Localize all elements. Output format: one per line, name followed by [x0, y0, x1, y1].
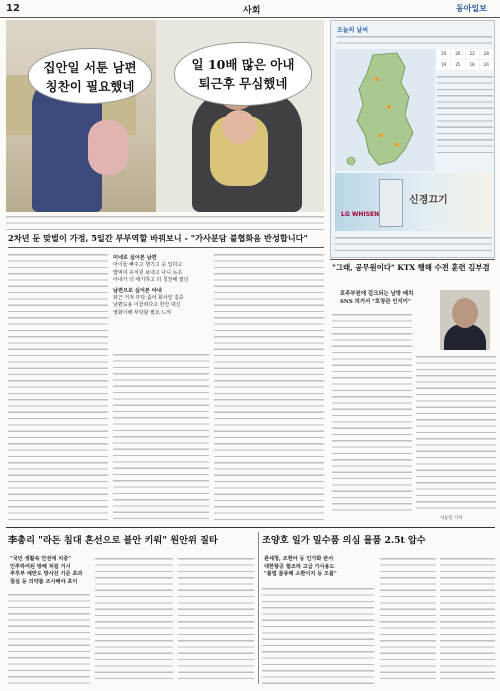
- child-figure: [88, 120, 128, 175]
- advertisement: [335, 173, 492, 231]
- section-label: 사회: [243, 6, 261, 16]
- right-rule: [330, 259, 495, 260]
- weather-title: 오늘의 날씨: [337, 27, 369, 34]
- speech-bubble-left: 집안일 서툰 남편 칭찬이 필요했네: [28, 48, 152, 104]
- bottom-right-headline: 조양호 일가 밀수품 의심 물품 2.5t 압수: [262, 535, 426, 546]
- page-header: [0, 0, 500, 18]
- masthead: 동아일보: [456, 4, 487, 13]
- speech-bubble-right: 일 10배 많은 아내 퇴근후 무심했네: [174, 42, 312, 106]
- temperature-table: 20 26 22 28 19 25 18 24: [437, 49, 493, 171]
- weather-footer: [335, 235, 492, 255]
- weather-panel: [330, 20, 495, 258]
- ad-slogan: 신경끄기: [409, 195, 448, 206]
- air-conditioner-image: [379, 179, 403, 227]
- headline-rule: [8, 247, 324, 248]
- weather-map: [335, 49, 435, 171]
- weather-summary: [337, 34, 492, 44]
- bottom-left-headline: 李총리 "라돈 침대 혼선으로 불안 키워" 원안위 질타: [8, 535, 218, 546]
- bottom-left-column-3: [178, 556, 254, 684]
- bottom-right-column-2: [380, 556, 436, 684]
- main-headline: 2차년 둔 맞벌이 가정, 5일간 부부역할 바꿔보니 - "가사분담 불협화음 반성합니다": [8, 233, 308, 243]
- bottom-left-column-2: [95, 556, 173, 684]
- photo-caption: [6, 214, 324, 230]
- article-column-3: [214, 252, 324, 524]
- right-kicker: 호주부원에 걸크되는 남방 배치 SNS 의거서 "호창관 인지이": [340, 291, 414, 305]
- politician-portrait: [440, 290, 490, 350]
- section-divider: [6, 527, 495, 528]
- right-article-column-1: [332, 312, 412, 512]
- right-byline: 서동일 기자: [440, 516, 463, 521]
- korea-map: [335, 49, 435, 171]
- right-headline: "그래, 공무원이다" KTX 행해 수젼 훈련 김부겸: [332, 263, 490, 272]
- bottom-left-subheads: "국민 생활속 안전에 치중" 인추하여된 방해 처럼 거시 추후부 예반도 방사선 기준 초과 침실 등 의약품 조사해야 초이: [10, 556, 83, 585]
- bottom-right-column-3: [440, 556, 495, 684]
- baby-figure: [222, 110, 256, 144]
- bottom-right-column-1: [262, 586, 374, 684]
- page-number: 12: [6, 3, 20, 14]
- bottom-left-column-1: [8, 592, 90, 684]
- bottom-divider: [258, 532, 259, 684]
- bottom-right-subheads: 관세청, 조현아 등 인가화 판서 대한항공 협조하 고급 가사용도 "불법 물류해 소환이지 등 오를": [264, 556, 337, 578]
- lead-photo: [6, 20, 324, 212]
- sidebar-box: 미네로 싶어본 남편 아이들 빠주고 챙기고 옷 입히고 밥먹여 유치원 보내고 나니 녹초 아내가 더 애기하고 더 칭찬해 줬던 남편으로 싶어본 아내 퇴근 거져 부탁 좀어 회사일 집중 남편도용 이끌려다고 한잔 대신 영화이해 부탁할 필요 느껴: [113, 255, 189, 316]
- article-column-2: [113, 352, 209, 524]
- ad-brand: LG WHISEN: [341, 211, 380, 218]
- right-article-column-2: [416, 354, 496, 512]
- article-column-1: [8, 252, 108, 524]
